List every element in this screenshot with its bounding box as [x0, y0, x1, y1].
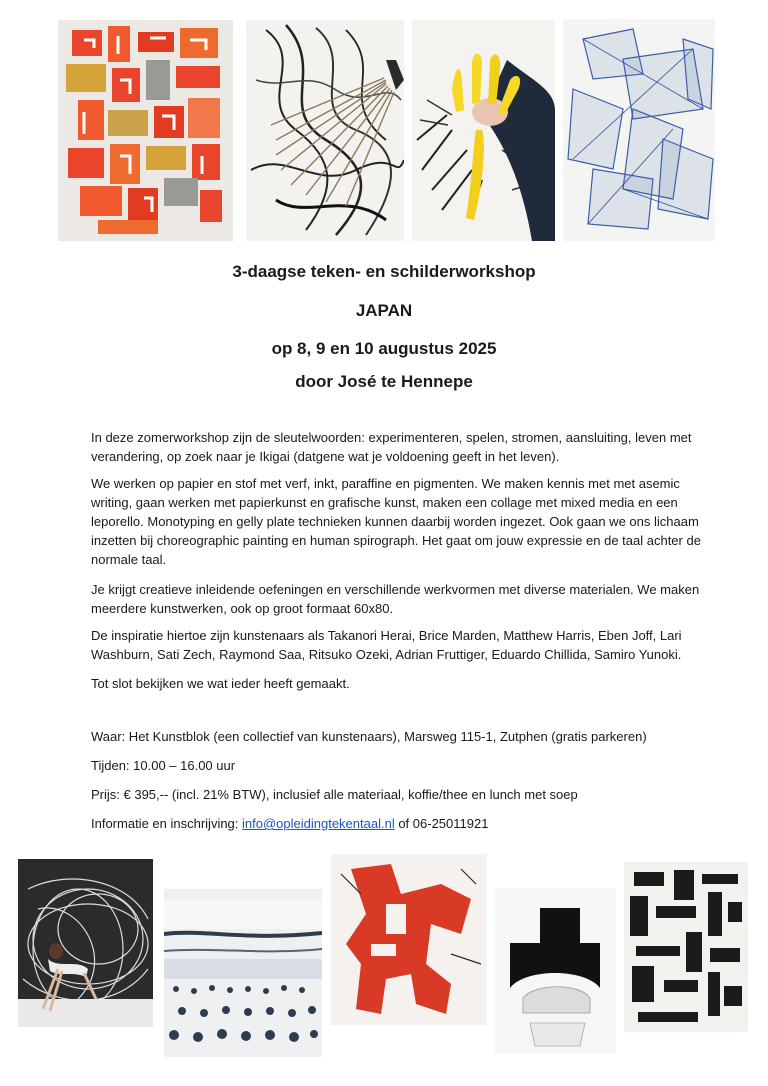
contact-info [91, 814, 711, 833]
artwork-blue-geometric [563, 19, 715, 241]
workshop-teacher: door José te Hennepe [295, 372, 473, 391]
workshop-dates: op 8, 9 en 10 augustus 2025 [271, 339, 497, 358]
artwork-black-shapes [495, 888, 616, 1053]
contact-phone: of 06-25011921 [394, 816, 489, 831]
email-link[interactable]: info@opleidingtekentaal.nl [242, 816, 395, 831]
artwork-yellow-brush [412, 20, 555, 241]
workshop-title: 3-daagse teken- en schilderworkshop [232, 262, 536, 281]
artwork-dotted-abstract [164, 889, 322, 1057]
contact-prefix: Informatie en inschrijving: [91, 816, 243, 831]
artwork-red-figure [331, 854, 487, 1025]
artwork-human-spirograph [18, 859, 153, 1027]
price-info: Prijs: € 395,-- (incl. 21% BTW), inclusief alle materiaal, koffie/thee en lunch met soep [91, 787, 578, 802]
location-info: Waar: Het Kunstblok (een collectief van kunstenaars), Marsweg 115-1, Zutphen (gratis parkeren) [91, 729, 647, 744]
workshop-theme: JAPAN [355, 301, 413, 320]
closing-paragraph: Tot slot bekijken we wat ieder heeft gemaakt. [91, 676, 350, 691]
techniques-paragraph: We werken op papier en stof met verf, inkt, paraffine en pigmenten. We maken kennis met met asemic writing, gaan werken met papierkunst en grafische kunst, maken een collage met mixed media en een leporello. Monotyping en gelly plate technieken kunnen daarbij worden ingezet. Ook gaan we ons lichaam inzetten bij choreographic painting en human spirograph. Het gaat om jouw expressie en de taal achter de normale taal. [91, 476, 701, 567]
exercises-paragraph: Je krijgt creatieve inleidende oefeningen en verschillende werkvormen met diverse materialen. We maken meerdere kunstwerken, ook op groot formaat 60x80. [91, 582, 700, 616]
times-info: Tijden: 10.00 – 16.00 uur [91, 758, 236, 773]
artwork-red-collage [58, 20, 233, 241]
artwork-black-white-pattern [624, 862, 748, 1032]
inspiration-paragraph: De inspiratie hiertoe zijn kunstenaars als Takanori Herai, Brice Marden, Matthew Harris, Eben Joff, Lari Washburn, Sati Zech, Raymond Saa, Ritsuko Ozeki, Adrian Fruttiger, Eduardo Chillida, Samiro Yunoki. [91, 628, 682, 662]
artwork-brush-ink [246, 20, 404, 241]
intro-paragraph: In deze zomerworkshop zijn de sleutelwoorden: experimenteren, spelen, stromen, aansluiting, leven met verandering, op zoek naar je Ikigai (datgene wat je voldoening geeft in het leven). [91, 430, 692, 464]
